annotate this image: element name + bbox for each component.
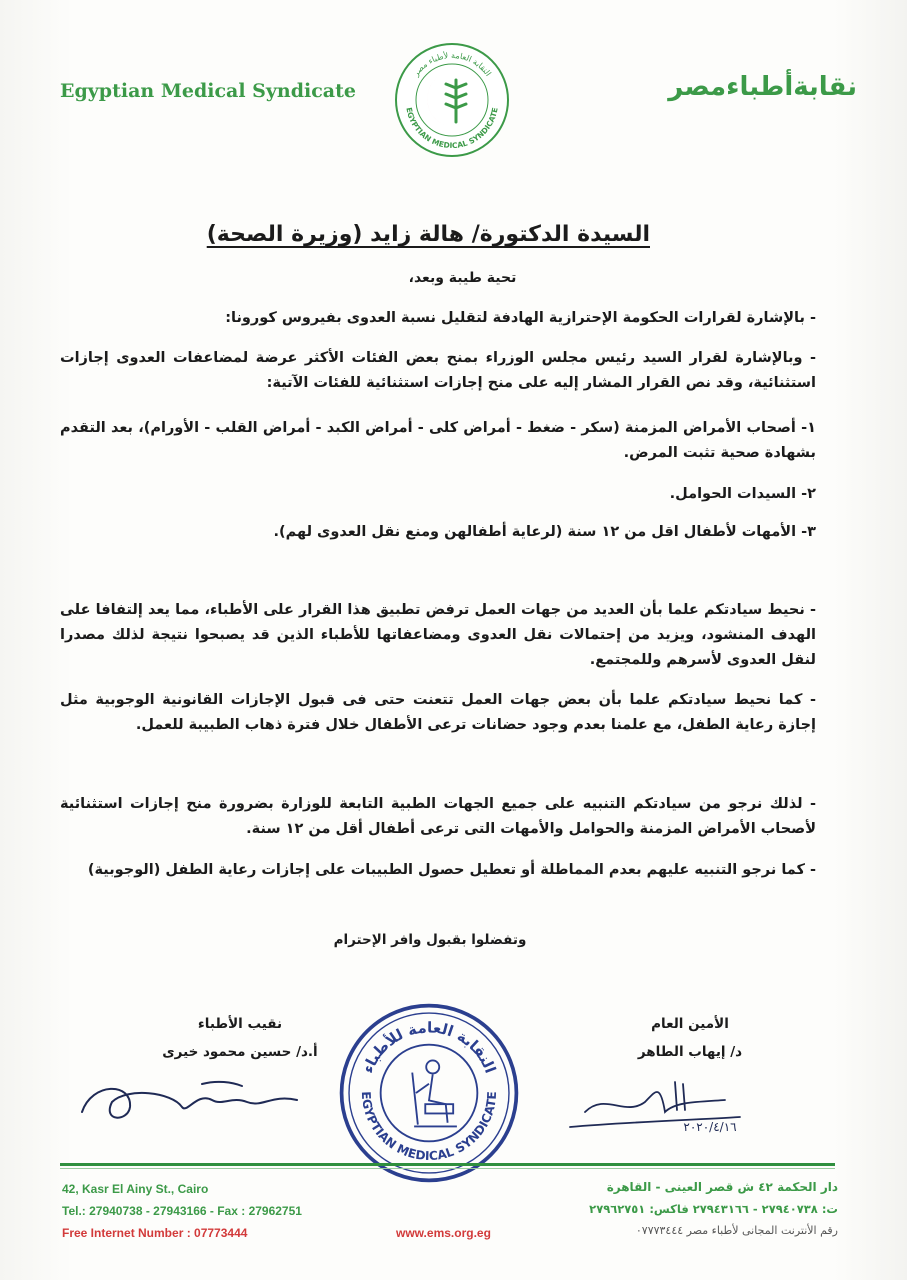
org-name-arabic: نقابةأطباءمصر <box>668 72 857 102</box>
paragraph-2: - وبالإشارة لقرار السيد رئيس مجلس الوزراء بمنح بعض الفئات الأكثر عرضة لمضاعفات العدوى إجازات استثنائية، وقد نص القرار المشار إليه على منح إجازات استثنائية للفئات الآتية: <box>60 350 816 391</box>
list-item-1: ١- أصحاب الأمراض المزمنة (سكر - ضغط - أمراض كلى - أمراض الكبد - أمراض القلب - الأورام)، بعد التقدم بشهادة صحية تثبت المرض. <box>60 420 816 461</box>
footer-phones-english: Tel.: 27940738 - 27943166 - Fax : 27962751 <box>62 1204 302 1218</box>
footer-phones-arabic: ت: ٢٧٩٤٠٧٣٨ - ٢٧٩٤٣١٦٦ فاكس: ٢٧٩٦٢٧٥١ <box>589 1202 838 1216</box>
stamp-english-text: EGYPTIAN MEDICAL SYNDICATE <box>358 1091 500 1164</box>
left-signatory-name: أ.د/ حسين محمود خيرى <box>162 1044 318 1060</box>
logo-english-text: EGYPTIAN MEDICAL SYNDICATE <box>404 106 500 151</box>
footer-divider-thin <box>60 1168 835 1169</box>
logo-arabic-text: النقابة العامة لأطباء مصر <box>411 50 493 78</box>
right-signatory-title: الأمين العام <box>651 1016 729 1032</box>
left-signatory-title: نقيب الأطباء <box>197 1016 283 1032</box>
paragraph-3: - نحيط سيادتكم علما بأن العديد من جهات العمل ترفض تطبيق هذا القرار على الأطباء، مما يعد إلتفافا على الهدف المنشود، ويزيد من إحتمالات نقل العدوى ومضاعفاتها للأطباء الذين قد يصبحوا نتيجة لذلك مصدرا لنقل العدوى لأسرهم وللمجتمع. <box>60 602 816 668</box>
paragraph-1: - بالإشارة لقرارات الحكومة الإحترازية الهادفة لتقليل نسبة العدوى بفيروس كورونا: <box>225 310 816 326</box>
right-signatory-name: د/ إيهاب الطاهر <box>637 1044 743 1060</box>
letter-greeting: تحية طيبة وبعد، <box>408 270 517 286</box>
footer-free-internet-english: Free Internet Number : 07773444 <box>62 1226 248 1240</box>
scribe-figure-icon <box>412 1060 457 1126</box>
list-item-2: ٢- السيدات الحوامل. <box>669 486 816 502</box>
letter-addressee: السيدة الدكتورة/ هالة زايد (وزيرة الصحة) <box>206 222 650 247</box>
footer-address-arabic: دار الحكمة ٤٢ ش قصر العينى - القاهرة <box>606 1180 838 1194</box>
footer-divider <box>60 1163 835 1166</box>
paragraph-5: - لذلك نرجو من سيادتكم التنبيه على جميع الجهات الطبية التابعة للوزارة بضرورة منح إجازات استثنائية لأصحاب الأمراض المزمنة والحوامل والأمهات التى ترعى أطفال أقل من ١٢ سنة. <box>60 796 816 837</box>
right-signature-date: ٢٠٢٠/٤/١٦ <box>683 1120 737 1134</box>
left-signature <box>72 1072 312 1132</box>
paragraph-4: - كما نحيط سيادتكم علما بأن بعض جهات العمل تتعنت حتى فى قبول الإجازات القانونية الوجوبية مثل إجازة رعاية الطفل، مع علمنا بعدم وجود حضانات ترعى الأطفال خلال فترة ذهاب الطبيبة للعمل. <box>60 692 816 733</box>
footer-address-english: 42, Kasr El Ainy St., Cairo <box>62 1182 209 1196</box>
paragraph-6: - كما نرجو التنبيه عليهم بعدم المماطلة أو تعطيل حصول الطبيبات على إجازات رعاية الطفل (الوجوبية) <box>87 862 816 878</box>
letter-closing: وتفضلوا بقبول وافر الإحترام <box>333 932 527 948</box>
stamp-arabic-text: النقابة العامة للأطباء <box>358 1018 500 1076</box>
footer-website-link[interactable]: www.ems.org.eg <box>396 1226 491 1240</box>
list-item-3: ٣- الأمهات لأطفال اقل من ١٢ سنة (لرعاية أطفالهن ومنع نقل العدوى لهم). <box>273 524 816 540</box>
svg-text:النقابة العامة للأطباء <box>358 1019 499 1076</box>
footer-free-internet-arabic: رقم الأنترنت المجانى لأطباء مصر ٠٧٧٧٣٤٤٤ <box>635 1224 838 1237</box>
syndicate-logo <box>392 40 512 160</box>
official-stamp <box>336 1000 522 1186</box>
org-name-english: Egyptian Medical Syndicate <box>60 80 356 102</box>
